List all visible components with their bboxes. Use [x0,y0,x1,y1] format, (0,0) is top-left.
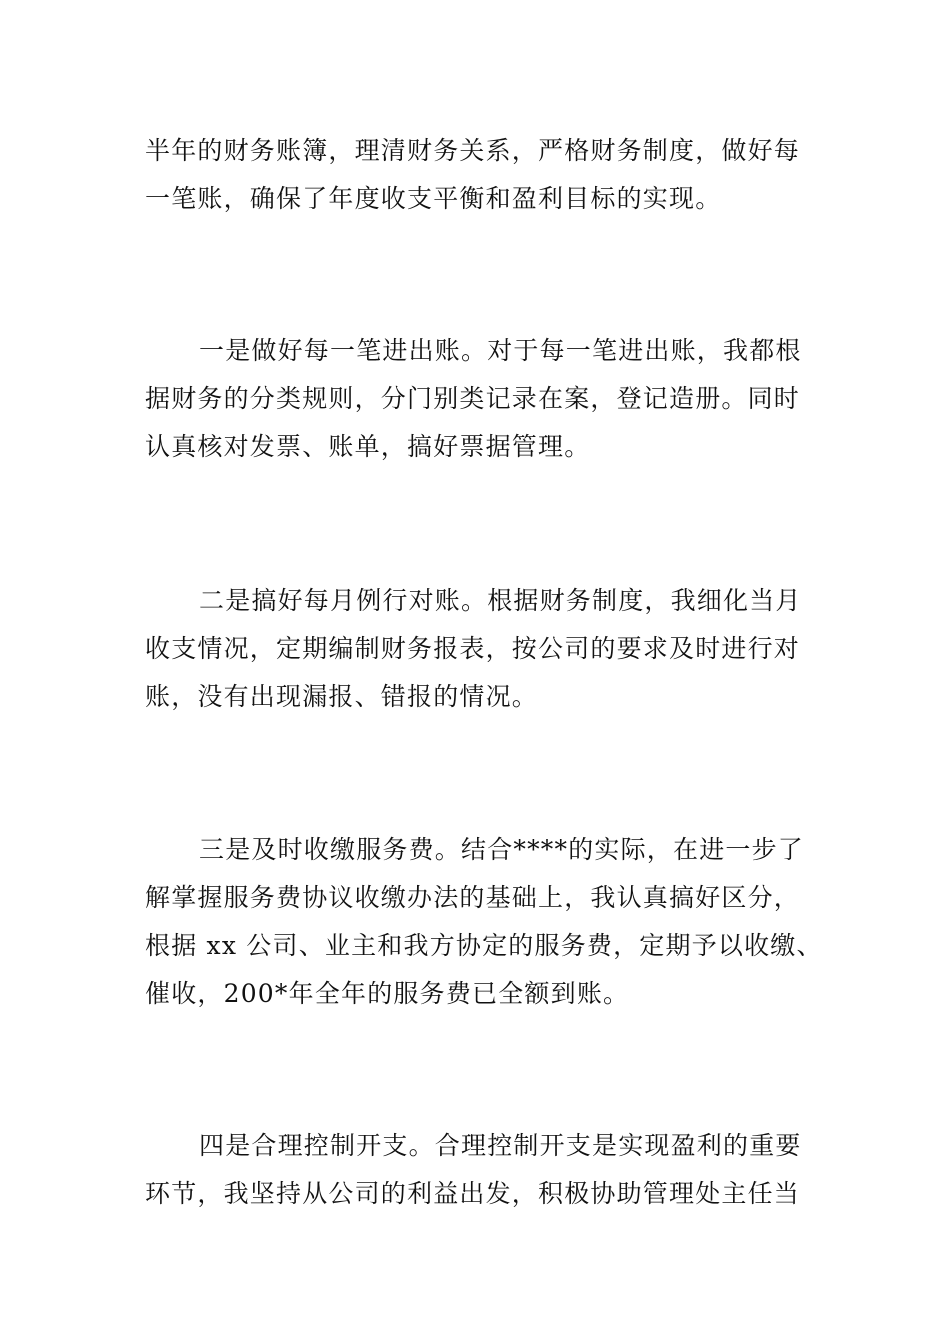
paragraph-line: 收支情况，定期编制财务报表，按公司的要求及时进行对 [145,634,801,663]
paragraph-4 [145,826,823,1018]
paragraph-5 [145,1122,810,1218]
paragraph-2 [145,327,810,471]
paragraph-line: 一是做好每一笔进出账。对于每一笔进出账，我都根 [199,336,802,365]
paragraph-line: 据财务的分类规则，分门别类记录在案，登记造册。同时 [145,384,801,413]
paragraph-line: 半年的财务账簿，理清财务关系，严格财务制度，做好每 [145,136,801,165]
paragraph-line: 催收，200*年全年的服务费已全额到账。 [145,979,630,1008]
paragraph-line: 解掌握服务费协议收缴办法的基础上，我认真搞好区分， [145,883,801,912]
paragraph-line: 四是合理控制开支。合理控制开支是实现盈利的重要 [199,1131,802,1160]
paragraph-line: 二是搞好每月例行对账。根据财务制度，我细化当月 [199,586,802,615]
paragraph-line: 环节，我坚持从公司的利益出发，积极协助管理处主任当 [145,1179,801,1208]
paragraph-line: 一笔账，确保了年度收支平衡和盈利目标的实现。 [145,184,722,213]
paragraph-3 [145,577,810,721]
paragraph-line: 三是及时收缴服务费。结合****的实际，在进一步了 [199,835,805,864]
paragraph-line: 认真核对发票、账单，搞好票据管理。 [145,432,591,461]
paragraph-line: 根据 xx 公司、业主和我方协定的服务费，定期予以收缴、 [145,931,823,960]
paragraph-line: 账，没有出现漏报、错报的情况。 [145,682,539,711]
paragraph-1 [145,127,810,223]
